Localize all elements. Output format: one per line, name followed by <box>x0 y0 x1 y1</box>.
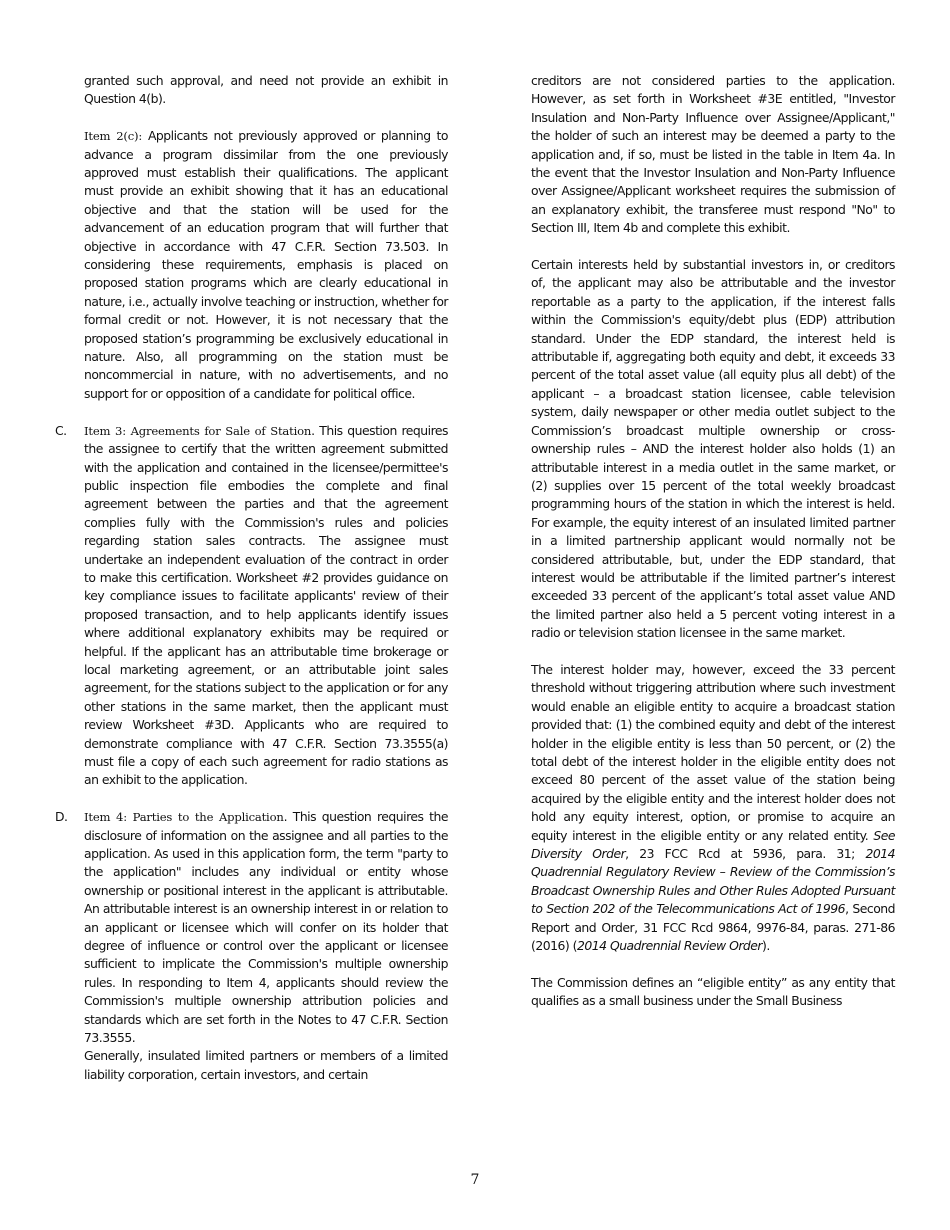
paragraph-intro: granted such approval, and need not provide an exhibit in Question 4(b). <box>84 73 448 107</box>
left-column <box>55 72 448 1084</box>
paragraph-edp-standard: Certain interests held by substantial investors in, or creditors of, the applicant may also be attributable and the investor reportable as a party to the application, if the interest falls within the Commission's equity/debt plus (EDP) attribution standard. Under the EDP standard, the interest held is attributable if, aggregating both equity and debt, it exceeds 33 percent of the total asset value (all equity plus all debt) of the applicant – a broadcast station licensee, cable television system, daily newspaper or other media outlet subject to the Commission’s broadcast multiple ownership or cross-ownership rules – AND the interest holder also holds (1) an attributable interest in a media outlet in the same market, or (2) supplies over 15 percent of the total weekly broadcast programming hours of the station in which the interest is held. For example, the equity interest of an insulated limited partner in a limited partnership applicant would normally not be considered attributable, but, under the EDP standard, that interest would be attributable if the limited partner’s interest exceeded 33 percent of the applicant’s total asset value AND the limited partner also held a 5 percent voting interest in a radio or television station licensee in the same market. <box>531 257 895 641</box>
paragraph-item-2c <box>84 127 448 403</box>
exception-text: The interest holder may, however, exceed the 33 percent threshold without triggering attribution where such investment would enable an eligible entity to acquire a broadcast station provided that: (1) the combined equity and debt of the interest holder in the eligible entity is less than 50 percent, or (2) the total debt of the interest holder in the eligible entity does not exceed 80 percent of the asset value of the station being acquired by the eligible entity and the interest holder does not hold any equity interest, option, or promise to acquire an equity interest in the eligible entity or any related entity. <box>531 661 895 843</box>
item-c-body: . This question requires the assignee to certify that the written agreement submitted with the application and contained in the licensee/permittee's public inspection file embodies the complete and final agreement between the parties and that the agreement complies fully with the Commission's rules and policies regarding station sales contracts. The assignee must undertake an independent evaluation of the contract in order to make this certification. Worksheet #2 provides guidance on key compliance issues to facilitate applicants' review of their proposed transaction, and to help applicants identify issues where additional explanatory exhibits may be required or helpful. If the applicant has an attributable time brokerage or local marketing agreement, or an attributable joint sales agreement, for the stations subject to the application or for any other stations in the same market, then the applicant must review Worksheet #3D. Applicants who are required to demonstrate compliance with 47 C.F.R. Section 73.3555(a) must file a copy of each such agreement for radio stations as an exhibit to the application. <box>84 422 448 788</box>
citation-quadrennial-order: 2014 Quadrennial Review Order <box>576 938 762 954</box>
item-2c-heading: Item 2(c): <box>84 129 143 144</box>
paragraph-item-d <box>55 808 448 1047</box>
page-number: 7 <box>470 1172 480 1188</box>
citation-quadrennial-review: 2014 Quadrennial Regulatory Review – Review of the Commission’s Broadcast Ownership Rules and Other Rules Adopted Pursuant to Section 202 of the Telecommunications Act of 1996 <box>531 846 895 917</box>
paragraph-eligible-entity-exception <box>531 661 895 956</box>
paragraph-eligible-entity-definition: The Commission defines an “eligible entity” as any entity that qualifies as a small business under the Small Business <box>531 974 895 1009</box>
citation-diversity-order: See Diversity Order <box>531 827 895 862</box>
item-d-body: . This question requires the disclosure of information on the assignee and all parties to the application. As used in this application form, the term "party to the application" includes any individual or entity whose ownership or positional interest in the applicant is attributable. An attributable interest is an ownership interest in or relation to an applicant or licensee which will confer on its holder that degree of influence or control over the applicant or licensee sufficient to implicate the Commission's multiple ownership rules. In responding to Item 4, applicants should review the Commission's multiple ownership attribution policies and standards which are set forth in the Notes to 47 C.F.R. Section 73.3555. <box>84 809 448 1046</box>
paragraph-item-c <box>55 422 448 790</box>
item-c-marker: C. <box>55 422 67 438</box>
item-d-heading: Item 4: Parties to the Application <box>84 810 284 825</box>
exception-citation-2: , Second Report and Order, 31 FCC Rcd 9864, 9976-84, paras. 271-86 (2016) ( <box>531 901 895 954</box>
paragraph-creditors: creditors are not considered parties to the application. However, as set forth in Worksheet #3E entitled, "Investor Insulation and Non-Party Influence over Assignee/Applicant," the holder of such an interest may be deemed a party to the application and, if so, must be listed in the table in Item 4a. In the event that the Investor Insulation and Non-Party Influence over Assignee/Applicant worksheet requires the submission of an explanatory exhibit, the transferee must respond "No" to Section III, Item 4b and complete this exhibit. <box>531 73 895 236</box>
item-d-marker: D. <box>55 809 68 825</box>
exception-citation-end: ). <box>762 938 770 954</box>
right-column <box>531 72 895 1011</box>
paragraph-item-d-continued: Generally, insulated limited partners or members of a limited liability corporation, certain investors, and certain <box>84 1048 448 1082</box>
exception-citation-1: , 23 FCC Rcd at 5936, para. 31; <box>625 846 866 862</box>
item-c-heading: Item 3: Agreements for Sale of Station <box>84 423 312 438</box>
item-2c-body: Applicants not previously approved or planning to advance a program dissimilar from the one previously approved must establish their qualifications. The applicant must provide an exhibit showing that it has an educational objective and that the station will be used for the advancement of an education program that will further that objective in accordance with 47 C.F.R. Section 73.503. In considering these requirements, emphasis is placed on proposed station programs which are clearly educational in nature, i.e., actually involve teaching or instruction, whether for formal credit or not. However, it is not necessary that the proposed station’s programming be exclusively educational in nature. Also, all programming on the station must be noncommercial in nature, with no advertisements, and no support for or opposition of a candidate for political office. <box>84 128 448 401</box>
